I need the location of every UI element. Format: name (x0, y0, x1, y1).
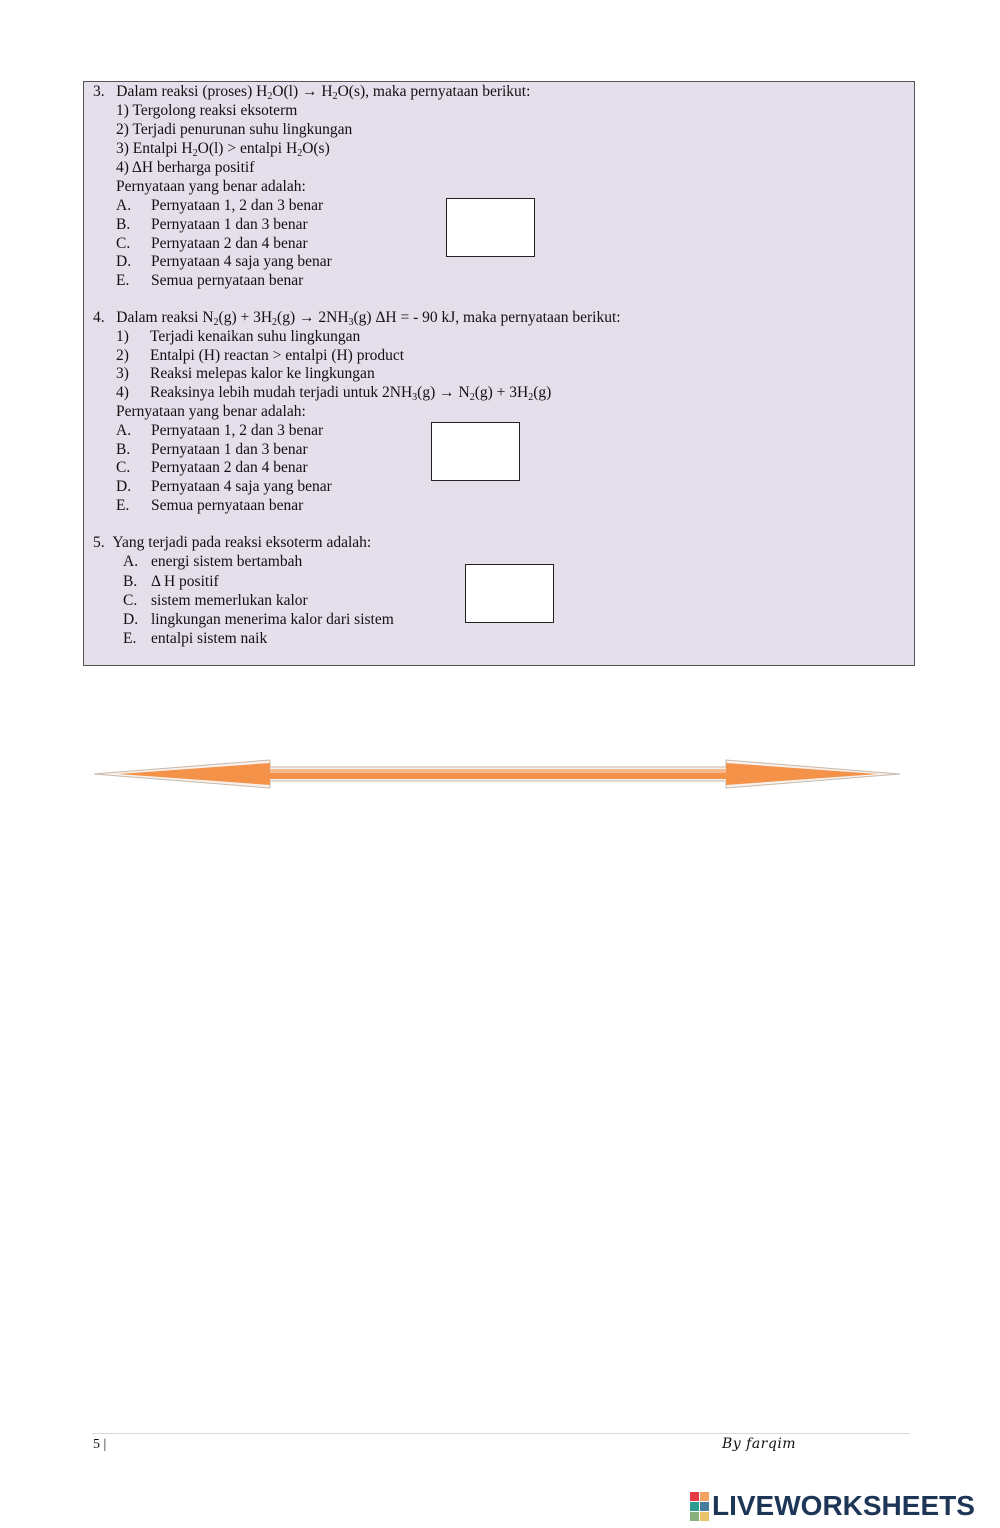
logo-square (690, 1502, 699, 1511)
q4-option-d: D. Pernyataan 4 saja yang benar (116, 478, 332, 495)
q3-option-d: D. Pernyataan 4 saja yang benar (116, 253, 332, 270)
q3-option-a: A. Pernyataan 1, 2 dan 3 benar (116, 197, 324, 214)
q4-option-c: C. Pernyataan 2 dan 4 benar (116, 459, 308, 476)
q4-statement-2: 2) Entalpi (H) reactan > entalpi (H) product (116, 347, 405, 364)
arrow-right-icon: → (302, 83, 318, 100)
q3-option-b: B. Pernyataan 1 dan 3 benar (116, 216, 308, 233)
q5-option-d: D. lingkungan menerima kalor dari sistem (123, 611, 394, 628)
q4-option-b: B. Pernyataan 1 dan 3 benar (116, 441, 308, 458)
liveworksheets-logo (690, 1490, 975, 1522)
q5-answer-box[interactable] (465, 564, 554, 623)
q3-stem: 3. Dalam reaksi (proses) $H_2O(l) \to H_2O(s)$, maka pernyataan berikut: (93, 83, 531, 102)
logo-square (700, 1502, 709, 1511)
q5-stem: 5. Yang terjadi pada reaksi eksoterm adalah: (93, 534, 372, 551)
logo-square (700, 1492, 709, 1501)
logo-square (690, 1492, 699, 1501)
author-credit: By farqim (722, 1436, 797, 1452)
q5-option-c: C. sistem memerlukan kalor (123, 592, 308, 609)
q3-option-e: E. Semua pernyataan benar (116, 272, 304, 289)
q4-statement-3: 3) Reaksi melepas kalor ke lingkungan (116, 365, 375, 382)
arrow-right-icon: → (439, 384, 455, 401)
double-arrow-icon (90, 755, 905, 793)
q3-statement-2: 2) Terjadi penurunan suhu lingkungan (116, 121, 353, 138)
q5-option-a: A. energi sistem bertambah (123, 553, 303, 570)
q4-statement-4: 4) Reaksinya lebih mudah terjadi untuk $2NH_3(g) \to N_2(g) + 3H_2(g)$ (116, 384, 552, 403)
q3-option-c: C. Pernyataan 2 dan 4 benar (116, 235, 308, 252)
q4-option-e: E. Semua pernyataan benar (116, 497, 304, 514)
logo-grid-icon (690, 1492, 709, 1521)
q4-stem: 4. Dalam reaksi $N_2(g) + 3H_2(g) \to 2NH_3(g) \Delta H$ = - 90 kJ, maka pernyataan berikut: (93, 309, 621, 328)
arrow-right-icon: → (299, 309, 315, 326)
footer-rule (92, 1433, 910, 1434)
q3-statement-3: 3) Entalpi $H_2O(l)$ > entalpi $H_2O(s)$ (116, 140, 330, 159)
q3-statement-1: 1) Tergolong reaksi eksoterm (116, 102, 298, 119)
logo-square (690, 1512, 699, 1521)
q3-answer-box[interactable] (446, 198, 535, 257)
logo-square (700, 1512, 709, 1521)
q3-prompt: Pernyataan yang benar adalah: (116, 178, 306, 195)
q4-answer-box[interactable] (431, 422, 520, 481)
page-number: 5 | (93, 1437, 107, 1452)
q5-option-e: E. entalpi sistem naik (123, 630, 268, 647)
q4-statement-1: 1) Terjadi kenaikan suhu lingkungan (116, 328, 361, 345)
q4-option-a: A. Pernyataan 1, 2 dan 3 benar (116, 422, 324, 439)
q5-option-b: B. Δ H positif (123, 573, 219, 590)
brand-name: LIVEWORKSHEETS (712, 1490, 975, 1521)
q3-statement-4: 4) ΔH berharga positif (116, 159, 255, 176)
q4-prompt: Pernyataan yang benar adalah: (116, 403, 306, 420)
